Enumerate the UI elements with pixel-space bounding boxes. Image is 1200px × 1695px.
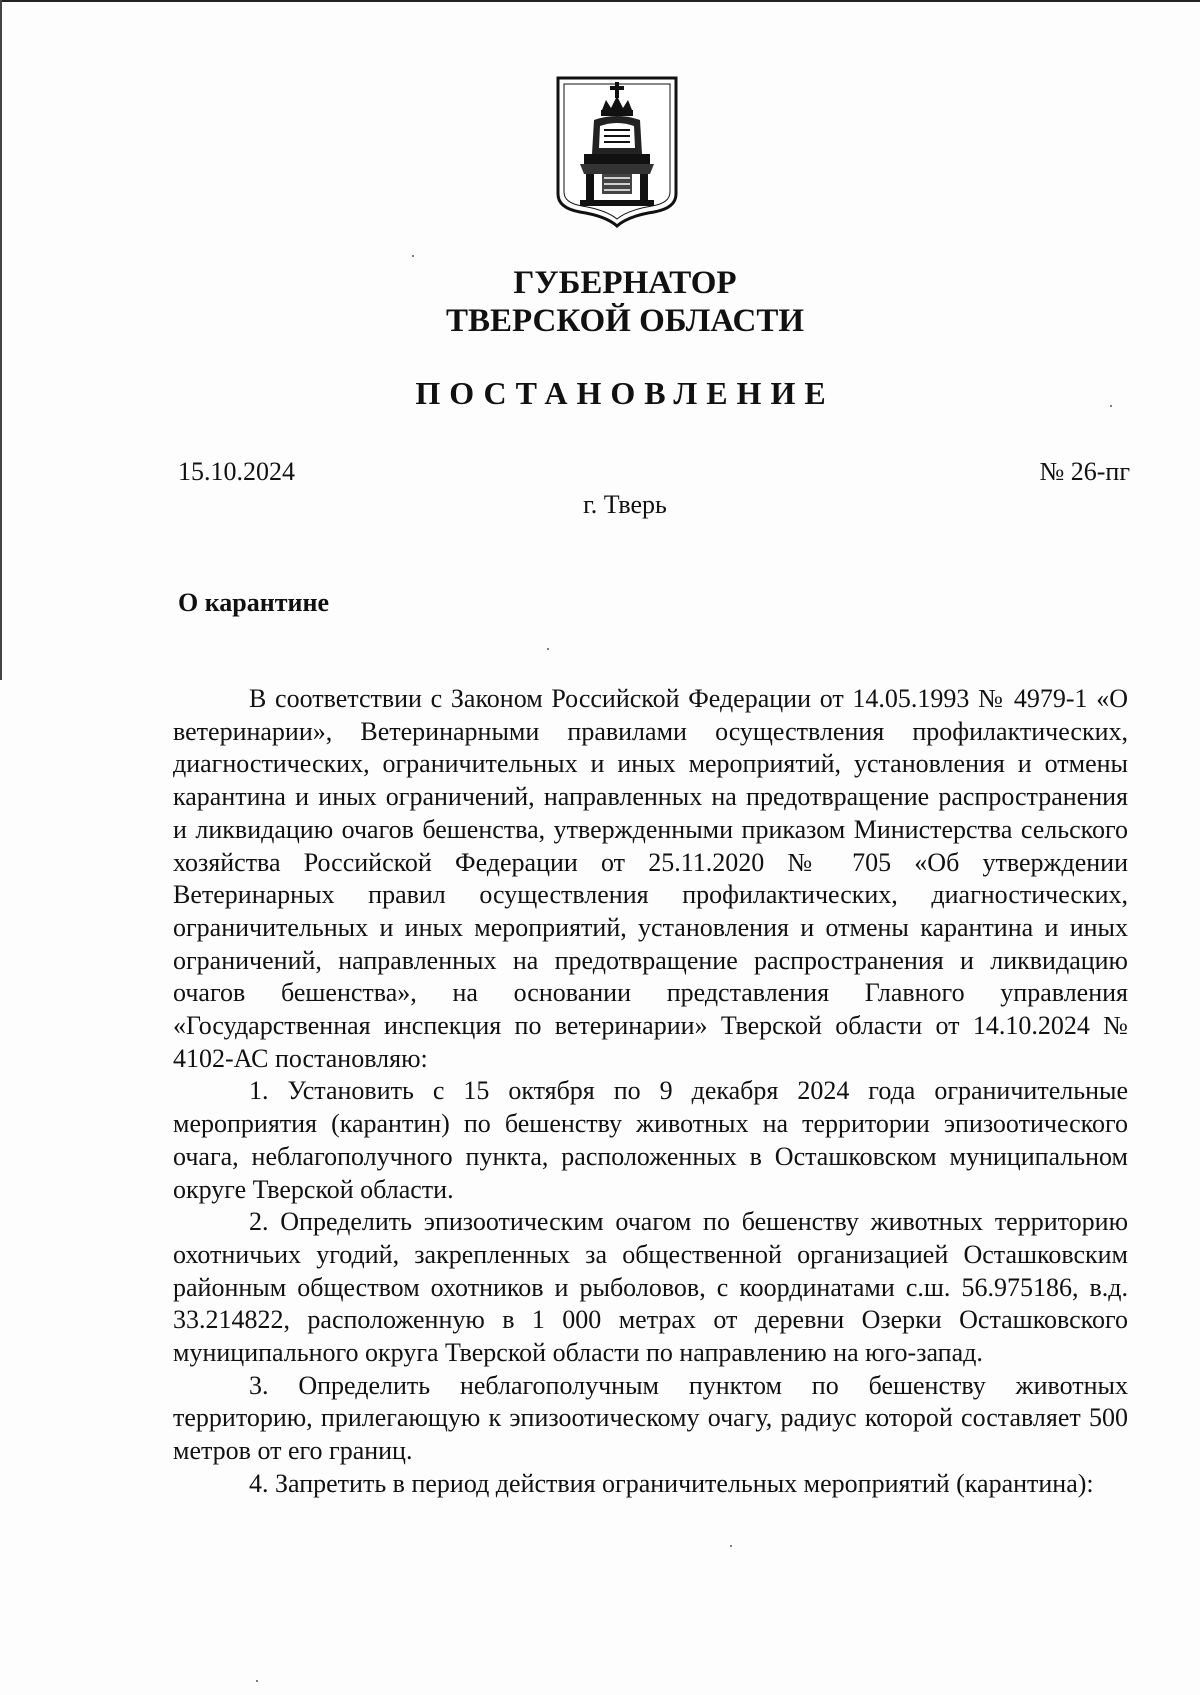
- document-date: 15.10.2024: [178, 457, 295, 486]
- issuer-title-line-1: ГУБЕРНАТОР: [513, 265, 737, 301]
- clause-3-paragraph: 3. Определить неблагополучным пунктом по бешенству животных территорию, прилегающую к эпизоотическому очагу, радиус которой составляет 500 метров от его границ.: [173, 1370, 1128, 1466]
- tver-coat-of-arms-icon: [554, 76, 680, 228]
- document-subject: О карантине: [178, 588, 330, 617]
- document-city: г. Тверь: [583, 490, 667, 519]
- issuer-title-line-2: ТВЕРСКОЙ ОБЛАСТИ: [445, 303, 805, 339]
- scan-speck: [547, 648, 549, 650]
- clause-2-paragraph: 2. Определить эпизоотическим очагом по бешенству животных территорию охотничьих угодий, закрепленных за общественной организацией Осташковским районным обществом охотников и рыболовов, с координатами с.ш. 56.975186, в.д. 33.214822, расположенную в 1 000 метрах от деревни Озерки Осташковского муниципального округа Тверской области по направлению на юго-запад.: [173, 1207, 1128, 1368]
- preamble-paragraph: В соответствии с Законом Российской Федерации от 14.05.1993 № 4979-1 «О ветеринарии», Ветеринарными правилами осуществления профилактических, диагностических, ограничительных и иных мероприятий, установления и отмены карантина и иных ограничений, направленных на предотвращение распространения и ликвидацию очагов бешенства, утвержденными приказом Министерства сельского хозяйства Российской Федерации от 25.11.2020 № 705 «Об утверждении Ветеринарных правил осуществления профилактических, диагностических, ограничительных и иных мероприятий, установления и отмены карантина и иных ограничений, направленных на предотвращение распространения и ликвидацию очагов бешенства», на основании представления Главного управления «Государственная инспекция по ветеринарии» Тверской области от 14.10.2024 № 4102-АС постановляю:: [173, 684, 1128, 1073]
- document-body: [173, 683, 1128, 1501]
- scan-speck: [730, 1545, 732, 1547]
- clause-4-paragraph: 4. Запретить в период действия ограничительных мероприятий (карантина):: [249, 1468, 1094, 1498]
- clause-1-paragraph: 1. Установить с 15 октября по 9 декабря 2024 года ограничительные мероприятия (карантин) по бешенству животных на территории эпизоотического очага, неблагополучного пункта, расположенных в Осташковском муниципальном округе Тверской области.: [173, 1076, 1128, 1204]
- document-type: ПОСТАНОВЛЕНИЕ: [415, 375, 835, 411]
- scan-speck: [256, 1680, 258, 1682]
- scan-top-edge: [0, 0, 1200, 2]
- scan-speck: [412, 255, 414, 257]
- scan-left-edge: [0, 0, 2, 680]
- scan-speck: [1110, 405, 1112, 407]
- document-number: № 26-пг: [1039, 457, 1130, 486]
